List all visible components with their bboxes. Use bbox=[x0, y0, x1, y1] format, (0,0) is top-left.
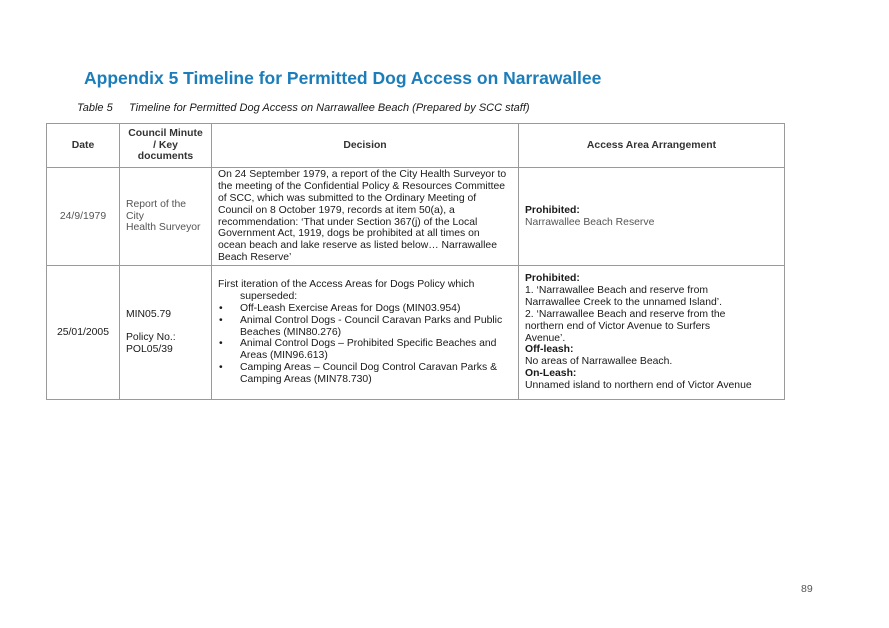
list-item-text: Camping Areas – Council Dog Control Caravan Parks & bbox=[240, 362, 498, 374]
header-council-minute bbox=[120, 124, 212, 168]
list-item bbox=[218, 362, 512, 386]
decision-line: recommendation: ‘That under Section 367(j) of the Local bbox=[218, 216, 478, 228]
bullet-icon: • bbox=[219, 338, 223, 350]
decision-line: of SCC, which was submitted to the Ordinary Meeting of bbox=[218, 192, 477, 204]
header-access-area: Access Area Arrangement bbox=[519, 124, 785, 168]
timeline-table bbox=[46, 123, 785, 400]
access-prohibited-heading: Prohibited: bbox=[525, 272, 580, 284]
bullet-icon: • bbox=[219, 362, 223, 374]
cell-decision bbox=[212, 168, 519, 266]
cell-access-area bbox=[519, 168, 785, 266]
header-decision: Decision bbox=[212, 124, 519, 168]
header-council-minute-line: documents bbox=[137, 151, 194, 163]
minute-number: MIN05.79 bbox=[126, 308, 172, 320]
table-caption bbox=[77, 102, 530, 114]
cell-council-minute bbox=[120, 266, 212, 400]
access-prohibited-line: 2. ‘Narrawallee Beach and reserve from the bbox=[525, 308, 726, 320]
access-offleash-heading: Off-leash: bbox=[525, 344, 574, 356]
header-council-minute-line: Council Minute bbox=[128, 127, 203, 139]
access-prohibited-line: Avenue’. bbox=[525, 332, 566, 344]
cell-access-area bbox=[519, 266, 785, 400]
table-row bbox=[47, 266, 785, 400]
access-onleash-text: Unnamed island to northern end of Victor Avenue bbox=[525, 380, 752, 392]
spacer bbox=[126, 321, 205, 333]
decision-line: the meeting of the Confidential Policy & Resources Committee bbox=[218, 180, 506, 192]
decision-line: Council on 8 October 1979, records at item 50(a), a bbox=[218, 204, 455, 216]
list-item bbox=[218, 338, 512, 362]
page-title: Appendix 5 Timeline for Permitted Dog Access on Narrawallee bbox=[84, 68, 602, 88]
decision-intro: First iteration of the Access Areas for Dogs Policy which bbox=[218, 278, 475, 290]
minute-line: Report of the City bbox=[126, 198, 187, 222]
table-row bbox=[47, 168, 785, 266]
list-item-text: Camping Areas (MIN78.730) bbox=[240, 374, 372, 386]
header-council-minute-line: / Key bbox=[153, 139, 178, 151]
decision-line: ocean beach and lake reserve as listed below… Narrawallee bbox=[218, 240, 497, 252]
list-item-text: Animal Control Dogs – Prohibited Specific Beaches and bbox=[240, 338, 497, 350]
access-prohibited-text: Narrawallee Beach Reserve bbox=[525, 216, 655, 228]
table-caption-number: Table 5 bbox=[77, 102, 113, 114]
cell-date: 25/01/2005 bbox=[47, 266, 120, 400]
decision-line: Government Act, 1919, dogs be prohibited at all times on bbox=[218, 228, 480, 240]
cell-decision bbox=[212, 266, 519, 400]
list-item-text: Off-Leash Exercise Areas for Dogs (MIN03.954) bbox=[240, 302, 461, 314]
table-caption-text: Timeline for Permitted Dog Access on Narrawallee Beach (Prepared by SCC staff) bbox=[129, 102, 530, 114]
list-item bbox=[218, 315, 512, 339]
table-header-row bbox=[47, 124, 785, 168]
access-prohibited-line: Narrawallee Creek to the unnamed Island’. bbox=[525, 296, 722, 308]
decision-intro-continued: superseded: bbox=[240, 290, 298, 302]
bullet-icon: • bbox=[219, 314, 223, 326]
cell-council-minute bbox=[120, 168, 212, 266]
list-item-text: Animal Control Dogs - Council Caravan Parks and Public bbox=[240, 314, 503, 326]
access-prohibited-line: northern end of Victor Avenue to Surfers bbox=[525, 320, 711, 332]
bullet-icon: • bbox=[219, 302, 223, 314]
policy-label: Policy No.: bbox=[126, 332, 176, 344]
access-prohibited-line: 1. ‘Narrawallee Beach and reserve from bbox=[525, 284, 709, 296]
decision-line: On 24 September 1979, a report of the City Health Surveyor to bbox=[218, 168, 507, 180]
header-date: Date bbox=[47, 124, 120, 168]
list-item bbox=[218, 303, 512, 315]
superseded-policies-list bbox=[218, 303, 512, 386]
list-item-text: Areas (MIN96.613) bbox=[240, 350, 328, 362]
access-prohibited-heading: Prohibited: bbox=[525, 204, 580, 216]
access-offleash-text: No areas of Narrawallee Beach. bbox=[525, 356, 673, 368]
list-item-text: Beaches (MIN80.276) bbox=[240, 326, 342, 338]
cell-date: 24/9/1979 bbox=[47, 168, 120, 266]
decision-line: Beach Reserve’ bbox=[218, 252, 292, 264]
page-number: 89 bbox=[801, 583, 813, 595]
policy-number: POL05/39 bbox=[126, 344, 173, 356]
access-onleash-heading: On-Leash: bbox=[525, 368, 577, 380]
minute-line: Health Surveyor bbox=[126, 222, 201, 234]
